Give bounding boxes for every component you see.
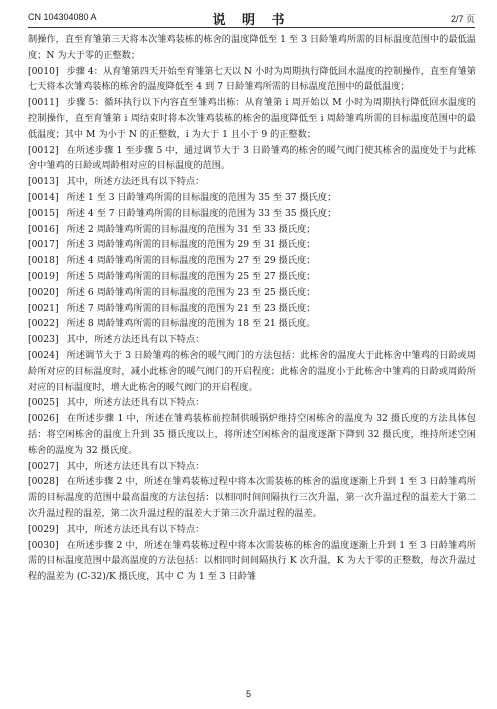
paragraph-text: 所述调节大于 3 日龄雏鸡的栋舍的暖气阀门的方法包括：此栋舍的温度大于此栋舍中雏鸡的日龄或周龄所对应的目标温度时，减小此栋舍的暖气阀门的开启程度；此栋舍的温度小于此栋舍中雏鸡的日龄或周龄所对应的目标温度时，增大此栋舍的暖气阀门的开启程度。 bbox=[28, 349, 476, 393]
paragraph-text: 所述 4 周龄雏鸡所需的目标温度的范围为 27 至 29 摄氏度； bbox=[66, 255, 316, 267]
paragraph-text: 步骤 4：从育雏第四天开始至育雏第七天以 N 小时为周期执行降低回水温度的控制操作，直至育雏第七天将本次雏鸡装栋的栋舍的温度降低至 4 到 7 日龄雏鸡所需的目标温度范围中的最低温度； bbox=[28, 65, 476, 93]
paragraph-0010 bbox=[28, 64, 476, 96]
paragraph-0009-cont: 制操作，直至育雏第三天将本次雏鸡装栋的栋舍的温度降低至 1 至 3 日龄雏鸡所需的目标温度范围中的最低温度；N 为大于零的正整数； bbox=[28, 34, 476, 61]
document-title: 说 明 书 bbox=[212, 13, 291, 28]
paragraph-0012 bbox=[28, 143, 476, 175]
document-body bbox=[28, 32, 476, 585]
paragraph-0015 bbox=[28, 206, 476, 222]
paragraph-text: 所述 6 周龄雏鸡所需的目标温度的范围为 23 至 25 摄氏度； bbox=[66, 286, 316, 298]
paragraph-number: [0016] bbox=[28, 223, 59, 235]
paragraph-number: [0020] bbox=[28, 286, 59, 298]
paragraph-0013 bbox=[28, 174, 476, 190]
paragraph-text: 所述 3 周龄雏鸡所需的目标温度的范围为 29 至 31 摄氏度； bbox=[66, 239, 316, 251]
header-divider bbox=[28, 27, 475, 28]
paragraph-number: [0010] bbox=[28, 65, 59, 77]
paragraph-text: 在所述步骤 1 至步骤 5 中，通过调节大于 3 日龄雏鸡的栋舍的暖气阀门使其栋舍的温度处于与此栋舍中雏鸡的日龄或周龄相对应的目标温度的范围。 bbox=[28, 144, 476, 172]
paragraph-0019 bbox=[28, 269, 476, 285]
paragraph-text: 在所述步骤 1 中，所述在雏鸡装栋前控制供暖锅炉维持空闲栋舍的温度为 32 摄氏度的方法具体包括：将空闲栋舍的温度上升到 35 摄氏度以上，将所述空闲栋舍的温度逐渐下降到 32 摄氏度，维持所述空闲栋舍的温度为 32 摄氏度。 bbox=[28, 413, 476, 456]
paragraph-0020 bbox=[28, 285, 476, 301]
paragraph-number: [0015] bbox=[28, 207, 59, 219]
paragraph-number: [0029] bbox=[28, 523, 59, 535]
paragraph-text: 所述 4 至 7 日龄雏鸡所需的目标温度的范围为 33 至 35 摄氏度； bbox=[66, 207, 337, 219]
paragraph-number: [0025] bbox=[28, 397, 59, 409]
paragraph-0028 bbox=[28, 474, 476, 521]
paragraph-number: [0014] bbox=[28, 191, 59, 203]
paragraph-number: [0011] bbox=[28, 97, 59, 109]
paragraph-0022 bbox=[28, 316, 476, 332]
paragraph-0014 bbox=[28, 190, 476, 206]
paragraph-text: 所述 7 周龄雏鸡所需的目标温度的范围为 21 至 23 摄氏度； bbox=[66, 302, 316, 314]
paragraph-text: 所述 8 周龄雏鸡所需的目标温度的范围为 18 至 21 摄氏度。 bbox=[66, 318, 316, 330]
paragraph-text: 其中，所述方法还具有以下特点： bbox=[66, 397, 205, 409]
paragraph-0025 bbox=[28, 395, 476, 411]
paragraph-number: [0019] bbox=[28, 270, 59, 282]
page-indicator: 2/7 页 bbox=[450, 14, 475, 24]
paragraph-text: 其中，所述方法还具有以下特点： bbox=[66, 523, 205, 535]
paragraph-0030 bbox=[28, 538, 476, 585]
paragraph-text: 其中，所述方法还具有以下特点： bbox=[66, 176, 205, 188]
paragraph-text: 其中，所述方法还具有以下特点： bbox=[66, 460, 205, 472]
paragraph-0017 bbox=[28, 237, 476, 253]
paragraph-0026 bbox=[28, 411, 476, 458]
paragraph-number: [0030] bbox=[28, 539, 59, 551]
paragraph-0016 bbox=[28, 222, 476, 238]
paragraph-number: [0012] bbox=[28, 144, 59, 156]
page-number: 5 bbox=[245, 689, 251, 699]
paragraph-0023 bbox=[28, 332, 476, 348]
paragraph-number: [0028] bbox=[28, 476, 59, 488]
paragraph-number: [0026] bbox=[28, 413, 59, 425]
paragraph-number: [0021] bbox=[28, 302, 59, 314]
paragraph-text: 所述 5 周龄雏鸡所需的目标温度的范围为 25 至 27 摄氏度； bbox=[66, 270, 316, 282]
paragraph-text: 其中，所述方法还具有以下特点： bbox=[66, 334, 205, 346]
paragraph-number: [0022] bbox=[28, 318, 59, 330]
paragraph-text: 步骤 5：循环执行以下内容直至雏鸡出栋：从育雏第 i 周开始以 M 小时为周期执行降低回水温度的控制操作，直至育雏第 i 周结束时将本次雏鸡装栋的栋舍的温度降低至 i 周龄雏鸡所需的目标温度范围中的最低温度；其中 M 为小于 N 的正整数，i 为大于 1 且小于 9 的正整数； bbox=[28, 97, 476, 140]
paragraph-text: 在所述步骤 2 中，所述在雏鸡装栋过程中将本次需装栋的栋舍的温度逐渐上升到 1 至 3 日龄雏鸡所需的目标温度的范围中最高温度的方法包括：以相同时间间隔执行三次升温，第一次升温过程的温差大于第二次升温过程的温差，第二次升温过程的温差大于第三次升温过程的温差。 bbox=[28, 476, 476, 519]
paragraph-0011 bbox=[28, 95, 476, 142]
paragraph-number: [0017] bbox=[28, 239, 59, 251]
paragraph-number: [0018] bbox=[28, 255, 59, 267]
paragraph-0027 bbox=[28, 459, 476, 475]
paragraph-number: [0024] bbox=[28, 349, 59, 361]
paragraph-number: [0023] bbox=[28, 334, 59, 346]
paragraph-0021 bbox=[28, 301, 476, 317]
page-header bbox=[28, 9, 475, 28]
paragraph-0018 bbox=[28, 253, 476, 269]
paragraph-number: [0027] bbox=[28, 460, 59, 472]
paragraph-text: 所述 2 周龄雏鸡所需的目标温度的范围为 31 至 33 摄氏度； bbox=[66, 223, 316, 235]
paragraph-0024 bbox=[28, 348, 476, 395]
paragraph-text: 所述 1 至 3 日龄雏鸡所需的目标温度的范围为 35 至 37 摄氏度； bbox=[66, 191, 337, 203]
paragraph-text: 在所述步骤 2 中，所述在雏鸡装栋过程中将本次需装栋的栋舍的温度逐渐上升到 1 至 3 日龄雏鸡所需的目标温度范围中最高温度的方法包括：以相同时间间隔执行 K 次升温，K 为大于零的正整数，每次升温过程的温差为 (C-32)/K 摄氏度，其中 C 为 1 至 3 日龄雏 bbox=[28, 539, 476, 583]
paragraph-number: [0013] bbox=[28, 176, 59, 188]
publication-number: CN 104304080 A bbox=[28, 12, 97, 22]
paragraph-0029 bbox=[28, 522, 476, 538]
